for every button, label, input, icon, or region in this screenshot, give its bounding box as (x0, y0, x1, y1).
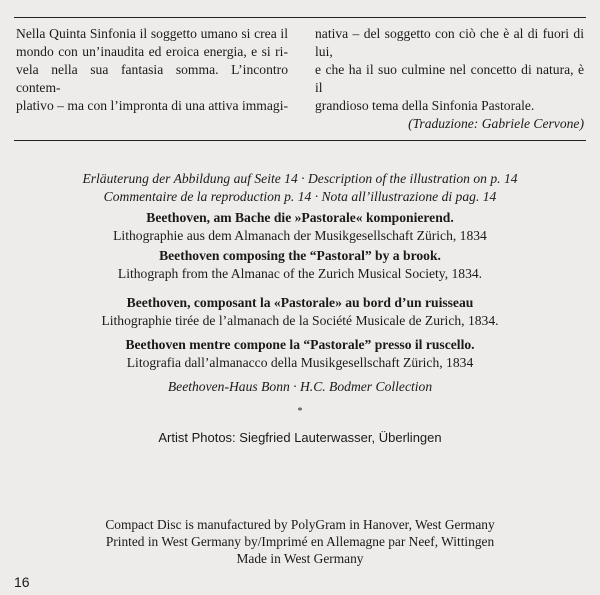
archive-credit: Beethoven-Haus Bonn · H.C. Bodmer Collection (167, 379, 433, 394)
caption-title: Beethoven, composant la «Pastorale» au bord d’un ruisseau (126, 295, 474, 310)
section-divider (14, 140, 586, 141)
caption-german (0, 209, 600, 245)
manufacturing-line: Printed in West Germany by/Imprimé en Allemagne par Neef, Wittingen (105, 534, 495, 549)
essay-line: e che ha il suo culmine nel concetto di natura, è il (315, 62, 584, 95)
essay-right-column (315, 25, 584, 133)
illustration-heading-line: Erläuterung der Abbildung auf Seite 14 · Description of the illustration on p. 14 (82, 171, 518, 186)
separator-asterisk: * (297, 406, 303, 417)
caption-italian (0, 336, 600, 372)
essay-line: nativa – del soggetto con ciò che è al di fuori di lui, (315, 26, 584, 59)
translation-credit: (Traduzione: Gabriele Cervone) (408, 116, 584, 131)
top-divider (14, 17, 586, 18)
essay-line: mondo con un’inaudita ed eroica energia, e si ri- (16, 44, 288, 59)
essay-line: plativo – ma con l’impronta di una attiva immagi- (16, 98, 288, 113)
caption-title: Beethoven composing the “Pastoral” by a brook. (159, 248, 441, 263)
caption-detail: Lithographie tirée de l’almanach de la Société Musicale de Zurich, 1834. (101, 313, 499, 328)
caption-detail: Litografia dall’almanacco della Musikgesellschaft Zürich, 1834 (126, 355, 474, 370)
caption-title: Beethoven, am Bache die »Pastorale« komponierend. (146, 210, 454, 225)
essay-columns (16, 25, 584, 131)
caption-detail: Lithographie aus dem Almanach der Musikgesellschaft Zürich, 1834 (113, 228, 487, 243)
essay-line: grandioso tema della Sinfonia Pastorale. (315, 98, 535, 113)
caption-title: Beethoven mentre compone la “Pastorale” presso il ruscello. (125, 337, 475, 352)
essay-line: Nella Quinta Sinfonia il soggetto umano si crea il (16, 26, 288, 41)
illustration-heading-line: Commentaire de la reproduction p. 14 · Nota all’illustrazione di pag. 14 (103, 189, 497, 204)
essay-left-column (16, 25, 288, 115)
manufacturing-line: Made in West Germany (236, 551, 364, 566)
manufacturing-info (0, 516, 600, 567)
essay-line: vela nella sua fantasia somma. L’incontro contem- (16, 62, 288, 95)
caption-detail: Lithograph from the Almanac of the Zurich Musical Society, 1834. (117, 266, 483, 281)
caption-french (0, 294, 600, 330)
page-number: 16 (14, 574, 30, 590)
caption-english (0, 247, 600, 283)
artist-photos-credit: Artist Photos: Siegfried Lauterwasser, Überlingen (158, 430, 442, 445)
manufacturing-line: Compact Disc is manufactured by PolyGram in Hanover, West Germany (105, 517, 495, 532)
illustration-heading (0, 170, 600, 206)
